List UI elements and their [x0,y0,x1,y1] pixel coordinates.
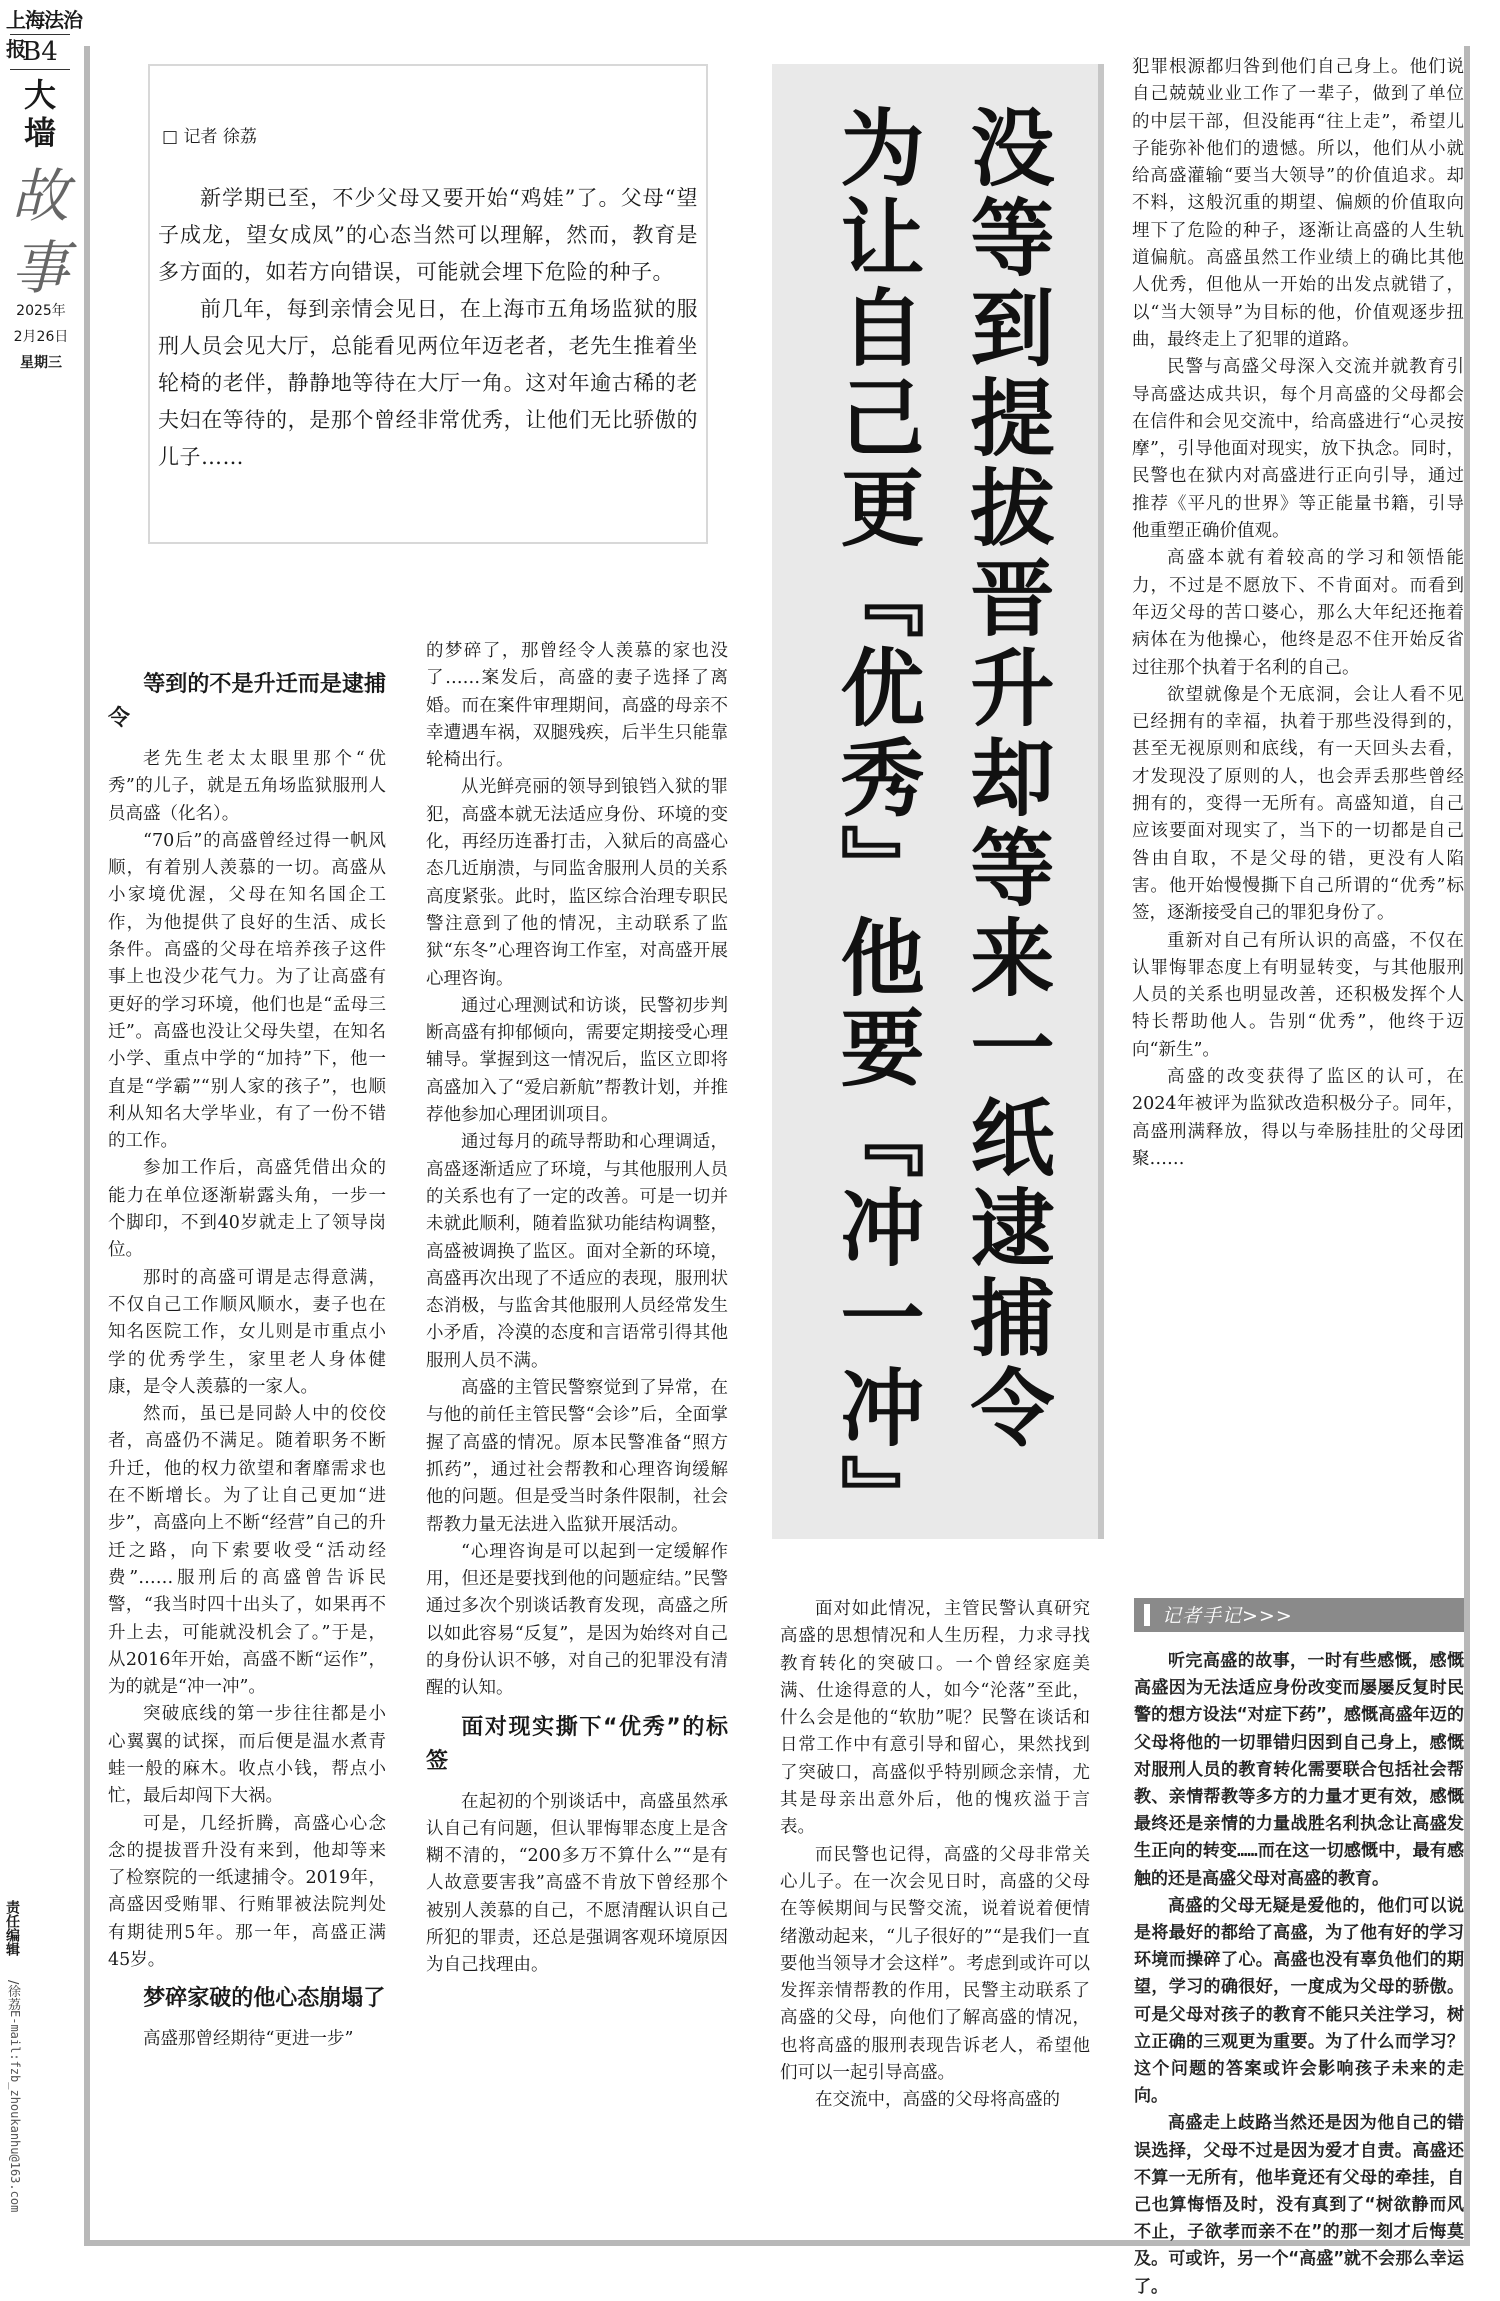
paragraph: 在交流中，高盛的父母将高盛的 [815,2090,1060,2111]
paragraph: 重新对自己有所认识的高盛，不仅在认罪悔罪态度上有明显转变，与其他服刑人员的关系也明显改善，还积极发挥个人特长帮助他人。告别“优秀”，他终于迈向“新生”。 [1132,930,1464,1060]
editor-label: 责任编辑 [4,1900,20,1956]
editor-email: E-mail:fzb_zhoukanhu@163.com [8,2010,22,2213]
section-label: 大墙 [24,76,57,152]
paragraph: 突破底线的第一步往往都是小心翼翼的试探，而后便是温水煮青蛙一般的麻木。收点小钱，帮点小忙，最后却闯下大祸。 [108,1704,386,1807]
newspaper-masthead: 上海法治报 [6,8,82,61]
paragraph: 高盛的主管民警察觉到了异常，在与他的前任主管民警“会诊”后，全面掌握了高盛的情况。原本民警准备“照方抓药”，通过社会帮教和心理咨询缓解他的问题。但是受当时条件限制，社会帮教力量无法进入监狱开展活动。 [426,1378,728,1535]
paragraph: 从光鲜亮丽的领导到锒铛入狱的罪犯，高盛本就无法适应身份、环境的变化，再经历连番打击，入狱后的高盛心态几近崩溃，与同监舍服刑人员的关系高度紧张。此时，监区综合治理专职民警注意到了他的情况，主动联系了监狱“东冬”心理咨询工作室，对高盛开展心理咨询。 [426,777,728,989]
notes-paragraph: 听完高盛的故事，一时有些感慨，感慨高盛因为无法适应身份改变而屡屡反复时民警的想方设法“对症下药”，感慨高盛年迈的父母将他的一切罪错归因到自己身上，感慨对服刑人员的教育转化需要联合包括社会帮教、亲情帮教等多方的力量才更有效，感慨最终还是亲情的力量战胜名利执念让高盛发生正向的转变……而在这一切感慨中，最有感触的还是高盛父母对高盛的教育。 [1134,1651,1464,1889]
article-column-1 [108,660,386,2054]
paragraph: 而民警也记得，高盛的父母非常关心儿子。在一次会见日时，高盛的父母在等候期间与民警交流，说着说着便情绪激动起来，“儿子很好的”“是我们一直要他当领导才会这样”。考虑到或许可以发挥亲情帮教的作用，民警主动联系了高盛的父母，向他们了解高盛的情况，也将高盛的服刑表现告诉老人，希望他们可以一起引导高盛。 [780,1844,1090,2084]
paragraph: 高盛那曾经期待“更进一步” [143,2029,354,2050]
paragraph: 高盛的改变获得了监区的认可，在2024年被评为监狱改造积极分子。同年，高盛刑满释放，得以与牵肠挂肚的父母团聚…… [1132,1066,1464,1169]
paragraph: 高盛本就有着较高的学习和领悟能力，不过是不愿放下、不肯面对。而看到年迈父母的苦口婆心，那么大年纪还拖着病体在为他操心，他终是忍不住开始反省过往那个执着于名利的自己。 [1132,548,1464,678]
issue-year: 2025年 [16,303,66,319]
intro-paragraph: 新学期已至，不少父母又要开始“鸡娃”了。父母“望子成龙，望女成凤”的心态当然可以理解，然而，教育是多方面的，如若方向错误，可能就会埋下危险的种子。 [158,186,698,284]
notes-marker-icon [1144,1604,1150,1626]
notes-paragraph: 高盛走上歧路当然还是因为他自己的错误选择，父母不过是因为爱才自责。高盛还不算一无所有，他毕竟还有父母的牵挂，自己也算悔悟及时，没有真到了“树欲静而风不止，子欲孝而亲不在”的那一刻才后悔莫及。可或许，另一个“高盛”就不会那么幸运了。 [1134,2113,1464,2297]
paragraph: “心理咨询是可以起到一定缓解作用，但还是要找到他的问题症结。”民警通过多次个别谈话教育发现，高盛之所以如此容易“反复”，是因为始终对自己的身份认识不够，对自己的犯罪没有清醒的认知。 [426,1541,728,1699]
paragraph: 那时的高盛可谓是志得意满，不仅自己工作顺风顺水，妻子也在知名医院工作，女儿则是市重点小学的优秀学生，家里老人身体健康，是令人羡慕的一家人。 [108,1267,386,1397]
subheading: 梦碎家破的他心态崩塌了 [143,1986,386,2012]
article-column-4 [1132,54,1464,1173]
paragraph: 通过每月的疏导帮助和心理调适，高盛逐渐适应了环境，与其他服刑人员的关系也有了一定的改善。可是一切并未就此顺利，随着监狱功能结构调整，高盛被调换了监区。面对全新的环境，高盛再次出现了不适应的表现，服刑状态消极，与监舍其他服刑人员经常发生小矛盾，冷漠的态度和言语常引得其他服刑人员不满。 [426,1132,728,1371]
paragraph: 在起初的个别谈话中，高盛虽然承认自己有问题，但认罪悔罪态度上是含糊不清的，“200多万不算什么”“是有人故意要害我”高盛不肯放下曾经那个被别人羡慕的自己，不愿清醒认识自己所犯的罪责，还总是强调客观环境原因为自己找理由。 [426,1791,728,1976]
article-column-2 [426,638,728,1980]
page-number: B4 [10,34,70,70]
section-name [10,76,70,152]
byline: □ 记者 徐荔 [162,127,257,147]
notes-header [1134,1598,1464,1632]
article-column-3 [780,1596,1090,2115]
paragraph: 通过心理测试和访谈，民警初步判断高盛有抑郁倾向，需要定期接受心理辅导。掌握到这一情况后，监区立即将高盛加入了“爱启新航”帮教计划，并推荐他参加心理团训项目。 [426,995,728,1126]
paragraph: 欲望就像是个无底洞，会让人看不见已经拥有的幸福，执着于那些没得到的，甚至无视原则和底线，有一天回头去看，才发现没了原则的人，也会弄丢那些曾经拥有的，变得一无所有。高盛知道，自己应该要面对现实了，当下的一切都是自己咎由自取，不是父母的错，更没有人陷害。他开始慢慢撕下自己所谓的“优秀”标签，逐渐接受自己的罪犯身份了。 [1132,684,1464,924]
paragraph: 犯罪根源都归咎到他们自己身上。他们说自己兢兢业业工作了一辈子，做到了单位的中层干部，但没能再“往上走”，希望儿子能弥补他们的遗憾。所以，他们从小就给高盛灌输“要当大领导”的价值追求。却不料，这般沉重的期望、偏颇的价值取向埋下了危险的种子，逐渐让高盛的人生轨道偏航。高盛虽然工作业绩上的确比其他人优秀，但他从一开始的出发点就错了，以“当大领导”为目标的他，价值观逐步扭曲，最终走上了犯罪的道路。 [1132,57,1464,350]
page-sidebar [0,0,82,2253]
paragraph: 老先生老太太眼里那个“优秀”的儿子，就是五角场监狱服刑人员高盛（化名）。 [108,749,386,824]
paragraph: “70后”的高盛曾经过得一帆风顺，有着别人羡慕的一切。高盛从小家境优渥，父母在知名国企工作，为他提供了良好的生活、成长条件。高盛的父母在培养孩子这件事上也没少花气力。为了让高盛有更好的学习环境，他们也是“孟母三迁”。高盛也没让父母失望，在知名小学、重点中学的“加持”下，他一直是“学霸”“别人家的孩子”，也顺利从知名大学毕业，有了一份不错的工作。 [108,830,386,1152]
intro-text [158,180,698,476]
paragraph: 可是，几经折腾，高盛心心念念的提拔晋升没有来到，他却等来了检察院的一纸逮捕令。2019年，高盛因受贿罪、行贿罪被法院判处有期徒刑5年。那一年，高盛正满45岁。 [108,1813,386,1971]
headline-main: 没等到提拔晋升却等来一纸逮捕令 [957,104,1055,1454]
paragraph: 然而，虽已是同龄人中的佼佼者，高盛仍不满足。随着职务不断升迁，他的权力欲望和奢靡需求也在不断增长。为了让自己更加“进步”，高盛向上不断“经营”自己的升迁之路，向下索要收受“活动经费”……服刑后的高盛曾告诉民警，“我当时四十出头了，如果再不升上去，可能就没机会了。”于是，从2016年开始，高盛不断“运作”，为的就是“冲一冲”。 [108,1404,386,1698]
headline-secondary: 为让自己更『优秀』他要『冲一冲』 [827,104,925,1544]
editor-name: /徐荔 [5,1980,20,2011]
paragraph: 的梦碎了，那曾经令人羡慕的家也没了……案发后，高盛的妻子选择了离婚。而在案件审理期间，高盛的母亲不幸遭遇车祸，双腿残疾，后半生只能靠轮椅出行。 [426,641,728,771]
column-label: 故事 [11,162,70,302]
notes-title: 记者手记>>> [1162,1605,1293,1627]
paragraph: 民警与高盛父母深入交流并就教育引导高盛达成共识，每个月高盛的父母都会在信件和会见交流中，给高盛进行“心灵按摩”，引导他面对现实，放下执念。同时，民警也在狱内对高盛进行正向引导，通过推荐《平凡的世界》等正能量书籍，引导他重塑正确价值观。 [1132,357,1464,542]
intro-paragraph: 前几年，每到亲情会见日，在上海市五角场监狱的服刑人员会见大厅，总能看见两位年迈老者，老先生推着坐轮椅的老伴，静静地等待在大厅一角。这对年逾古稀的老夫妇在等待的，是那个曾经非常优秀，让他们无比骄傲的儿子…… [158,297,698,469]
reporter-notes [1134,1648,1464,2301]
paragraph: 面对如此情况，主管民警认真研究高盛的思想情况和人生历程，力求寻找教育转化的突破口。一个曾经家庭美满、仕途得意的人，如今“沦落”至此，什么会是他的“软肋”呢？民警在谈话和日常工作中有意引导和留心，果然找到了突破口，高盛似乎特别顾念亲情，尤其是母亲出意外后，他的愧疚溢于言表。 [780,1599,1090,1838]
issue-date: 2月26日 [13,329,69,345]
paragraph: 参加工作后，高盛凭借出众的能力在单位逐渐崭露头角，一步一个脚印，不到40岁就走上了领导岗位。 [108,1158,386,1261]
column-name [8,160,72,304]
subheading: 等到的不是升迁而是逮捕令 [108,672,386,731]
subheading: 面对现实撕下“优秀”的标签 [426,1714,728,1774]
issue-weekday: 星期三 [20,355,62,371]
notes-paragraph: 高盛的父母无疑是爱他的，他们可以说是将最好的都给了高盛，为了他有好的学习环境而操碎了心。高盛也没有辜负他们的期望，学习的确很好，一度成为父母的骄傲。可是父母对孩子的教育不能只关注学习，树立正确的三观更为重要。为了什么而学习？这个问题的答案或许会影响孩子未来的走向。 [1134,1895,1464,2107]
